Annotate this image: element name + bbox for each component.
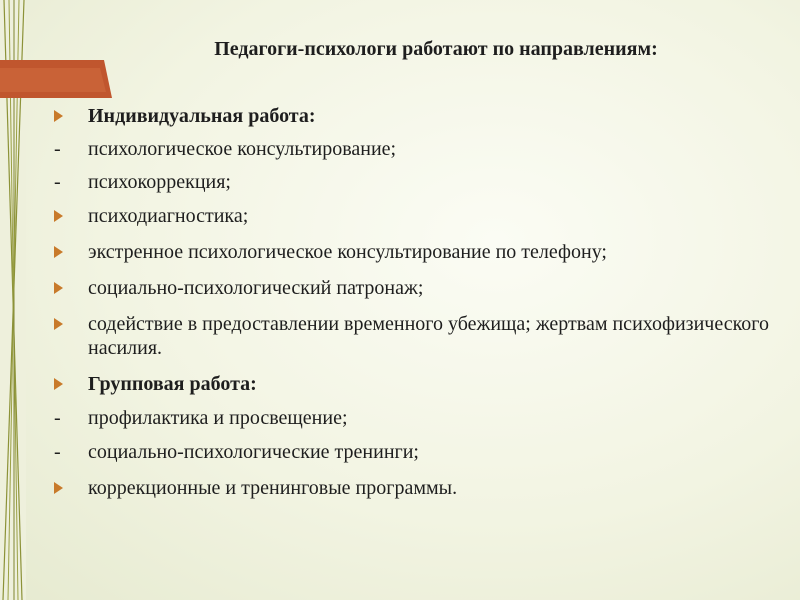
list-item xyxy=(52,406,792,430)
list-item xyxy=(52,240,792,264)
list-item xyxy=(52,204,792,228)
list-item-text: социально-психологические тренинги; xyxy=(88,441,419,463)
dash-bullet: - xyxy=(54,407,61,429)
list-item-text: коррекционные и тренинговые программы. xyxy=(88,477,458,499)
list-item-text: Индивидуальная работа: xyxy=(88,105,316,127)
list-item-text: Групповая работа: xyxy=(88,373,257,395)
list-item-text: экстренное психологическое консультирование по телефону; xyxy=(88,241,607,263)
list-item xyxy=(52,137,792,161)
arrow-bullet-icon xyxy=(54,318,63,330)
list-item-text: содействие в предоставлении временного убежища; жертвам психофизического насилия. xyxy=(88,313,769,359)
list-item xyxy=(52,170,792,194)
list-item-text: психокоррекция; xyxy=(88,171,231,193)
arrow-bullet-icon xyxy=(54,246,63,258)
arrow-bullet-icon xyxy=(54,378,63,390)
dash-bullet: - xyxy=(54,171,61,193)
list-item xyxy=(52,312,792,360)
list-item-text: социально-психологический патронаж; xyxy=(88,277,424,299)
arrow-bullet-icon xyxy=(54,110,63,122)
list xyxy=(52,104,792,500)
list-item xyxy=(52,276,792,300)
list-item xyxy=(52,104,792,128)
list-item xyxy=(52,440,792,464)
arrow-bullet-icon xyxy=(54,210,63,222)
list-item-text: психодиагностика; xyxy=(88,205,249,227)
list-item-text: психологическое консультирование; xyxy=(88,138,397,160)
list-item xyxy=(52,476,792,500)
list-item xyxy=(52,372,792,396)
arrow-bullet-icon xyxy=(54,482,63,494)
arrow-bullet-icon xyxy=(54,282,63,294)
dash-bullet: - xyxy=(54,138,61,160)
page-title: Педагоги-психологи работают по направлениям: xyxy=(214,38,658,60)
dash-bullet: - xyxy=(54,441,61,463)
list-item-text: профилактика и просвещение; xyxy=(88,407,348,429)
